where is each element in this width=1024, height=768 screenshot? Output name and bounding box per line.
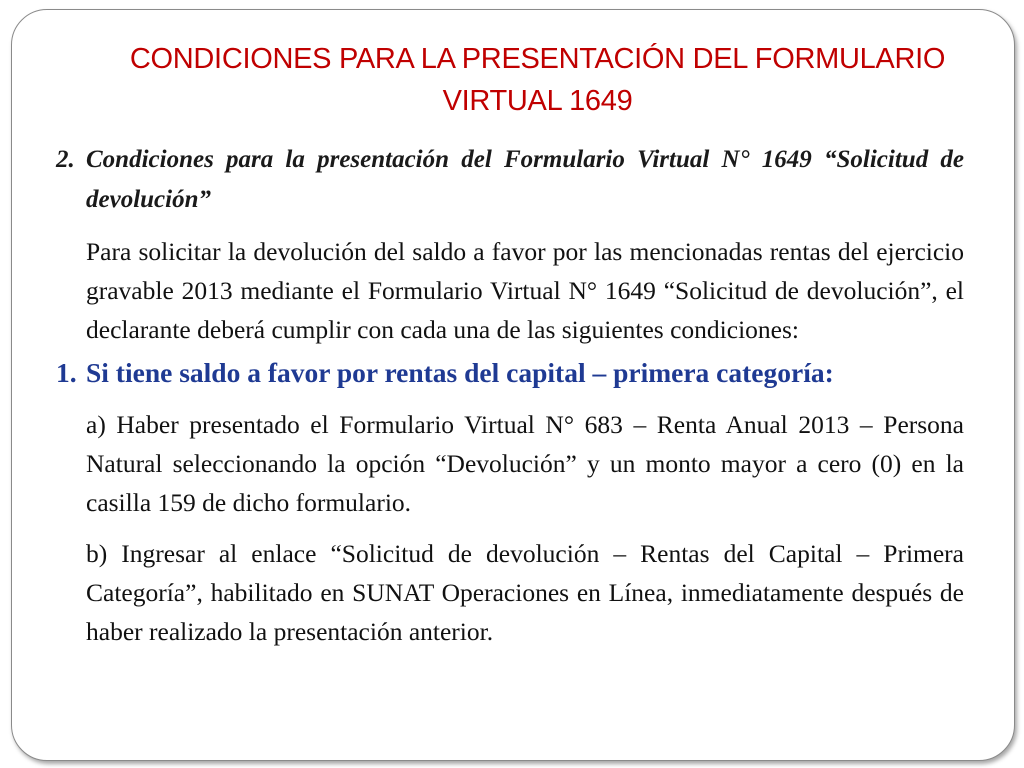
section-2-heading [56, 140, 964, 220]
slide-title-line-2: VIRTUAL 1649 [442, 85, 633, 117]
section-2-intro: Para solicitar la devolución del saldo a favor por las mencionadas rentas del ejercicio gravable 2013 mediante el Formulario Virtual N° 1649 “Solicitud de devolución”, el declarante deberá cumplir con cada una de las siguientes condiciones: [86, 237, 964, 344]
subsection-1-heading [56, 353, 964, 393]
slide-title [110, 38, 965, 122]
subsection-1-number: 1. [56, 357, 77, 388]
slide-body [56, 140, 964, 651]
subsection-1-heading-text: Si tiene saldo a favor por rentas del capital – primera categoría: [86, 357, 834, 388]
section-2-heading-text: Condiciones para la presentación del Formulario Virtual N° 1649 “Solicitud de devolución” [86, 146, 964, 213]
condition-a: a) Haber presentado el Formulario Virtual N° 683 – Renta Anual 2013 – Persona Natural seleccionando la opción “Devolución” y un monto mayor a cero (0) en la casilla 159 de dicho formulario. [86, 410, 964, 517]
section-2-number: 2. [56, 146, 75, 173]
condition-b: b) Ingresar al enlace “Solicitud de devolución – Rentas del Capital – Primera Categoría”, habilitado en SUNAT Operaciones en Línea, inmediatamente después de haber realizado la presentación anterior. [86, 539, 964, 646]
slide-title-line-1: CONDICIONES PARA LA PRESENTACIÓN DEL FORMULARIO [129, 43, 946, 75]
